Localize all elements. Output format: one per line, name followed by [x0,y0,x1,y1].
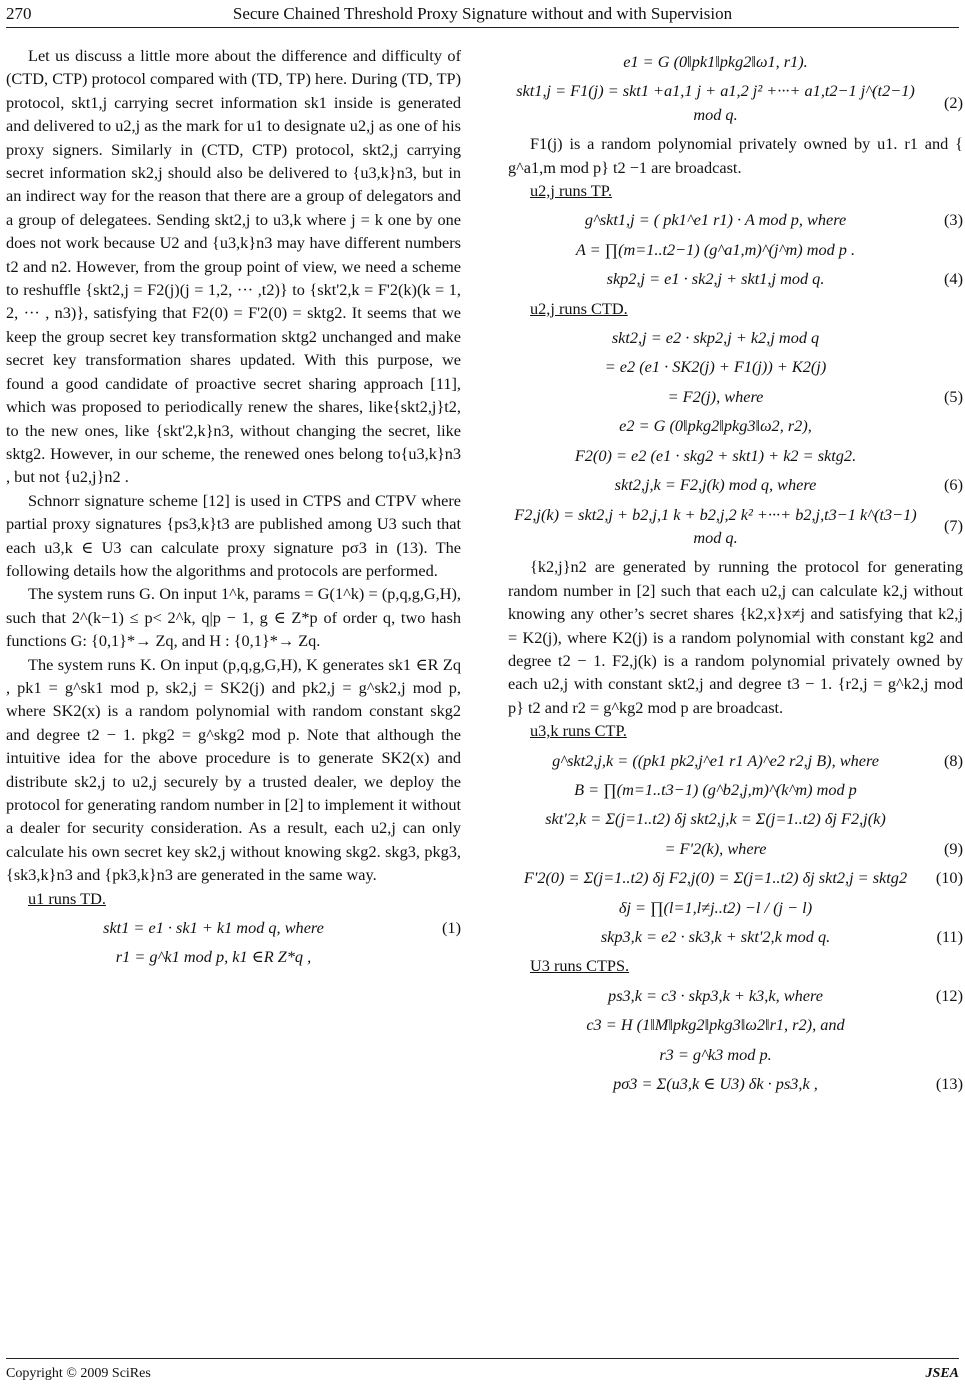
equation [508,238,963,261]
equation-body: A = ∏(m=1..t2−1) (g^a1,m)^(j^m) mod p . [575,239,856,259]
equation-body: skp2,j = e1 · sk2,j + skt1,j mod q. [606,269,825,289]
equation-body: F'2(0) = Σ(j=1..t2) δj F2,j(0) = Σ(j=1..t2) δj skt2,j = sktg2 [523,868,908,888]
equation-number: (4) [944,269,963,289]
equation [508,925,963,948]
equation-body: F2,j(k) = skt2,j + b2,j,1 k + b2,j,2 k² +···+ b2,j,t3−1 k^(t3−1) mod q. [514,504,917,547]
equation-body: skt2,j,k = F2,j(k) mod q, where [614,475,817,495]
equation-body: g^skt1,j = ( pk1^e1 r1) · A mod p, where [584,210,847,230]
algorithm-heading: u3,k runs CTP. [530,721,627,741]
left-column [6,44,461,975]
equation [508,807,963,830]
equation [508,1072,963,1095]
equation-body: e2 = G (0‖pkg2‖pkg3‖ω2, r2), [619,416,812,436]
paragraph: Schnorr signature scheme [12] is used in CTPS and CTPV where partial proxy signatures {ps3,k}t3 are published among U3 such that each u3,k ∈ U3 can calculate proxy signature pσ3 in (13). The following details how the algorithms and protocols are performed. [6,490,461,580]
equation-body: B = ∏(m=1..t3−1) (g^b2,j,m)^(k^m) mod p [574,779,857,799]
equation-number: (9) [944,838,963,858]
equation-body: skt1,j = F1(j) = skt1 +a1,1 j + a1,2 j² +···+ a1,t2−1 j^(t2−1) mod q. [516,81,915,124]
equation-number: (3) [944,210,963,230]
page-number: 270 [6,4,32,23]
equation [508,1013,963,1036]
equation [6,916,461,939]
equation-number: (5) [944,386,963,406]
paragraph: The system runs K. On input (p,q,g,G,H), K generates sk1 ∈R Zq , pk1 = g^sk1 mod p, sk2,j = SK2(j) and pk2,j = g^sk2,j mod p, where SK2(x) is a random polynomial with random constant skg2 and degree t2 − 1. pkg2 = g^skg2 mod p. Note that although the intuitive idea for the above procedure is to generate SK2(x) and distribute sk2,j to u2,j securely by a trusted dealer, we deploy the protocol for generating random number in [2] to implement it without a dealer for security consideration. As a result, each u2,j can only calculate his own secret key sk2,j without knowing skg2. skg3, pkg3, {sk3,k}n3 and {pk3,k}n3 are generated in the same way. [6,654,461,885]
equation-body: = F2(j), where [667,386,764,406]
journal-name: JSEA [925,1366,959,1381]
equation-body: r3 = g^k3 mod p. [659,1044,772,1064]
equation-number: (10) [935,868,963,888]
footer-rule [6,1358,959,1359]
page-header [0,0,965,30]
equation [508,473,963,496]
equation [508,984,963,1007]
equation [508,866,963,889]
algorithm-heading: u2,j runs CTD. [530,298,628,318]
equation [508,267,963,290]
right-column [508,44,963,1101]
equation-body: pσ3 = Σ(u3,k ∈ U3) δk · ps3,k , [613,1074,818,1094]
equation [508,385,963,408]
equation-body: skt1 = e1 · sk1 + k1 mod q, where [103,918,324,938]
equation [508,208,963,231]
header-rule [6,27,959,28]
equation [508,837,963,860]
equation-number: (13) [935,1074,963,1094]
equation-number: (11) [936,927,963,946]
equation-body: c3 = H (1‖M‖pkg2‖pkg3‖ω2‖r1, r2), and [586,1015,845,1035]
equation-number: (7) [944,516,963,536]
equation-body: = F'2(k), where [664,838,767,858]
equation-body: skt2,j = e2 · skp2,j + k2,j mod q [611,328,820,348]
equation [508,503,963,550]
equation-number: (12) [935,985,963,1005]
equation-number: (6) [944,475,963,495]
equation-body: skp3,k = e2 · sk3,k + skt'2,k mod q. [600,927,831,946]
equation [508,79,963,126]
algorithm-heading: u2,j runs TP. [530,181,613,201]
equation-body: e1 = G (0‖pk1‖pkg2‖ω1, r1). [623,52,808,71]
equation-body: skt'2,k = Σ(j=1..t2) δj skt2,j,k = Σ(j=1..t2) δj F2,j(k) [545,809,886,829]
equation [508,326,963,349]
paragraph: Let us discuss a little more about the difference and difficulty of (CTD, CTP) protocol compared with (TD, TP) here. During (TD, TP) protocol, skt1,j carrying secret information sk1 inside is generated and delivered to u2,j as the mark for u1 to designate u2,j as one of his proxy signers. Similarly in (CTD, CTP) protocol, skt2,j carrying secret information sk2,j should also be delivered to {u3,k}n3, but in an indirect way for the reason that there are a group of delegators and a group of delegatees. Sending skt2,j to u3,k where j = k one by one does not work because U2 and {u3,k}n3 may have different numbers t2 and n2. However, from the group point of view, we need a scheme to reshuffle {skt2,j = F2(j)(j = 1,2, ··· ,t2)} to {skt'2,k = F'2(k)(k = 1, 2, ··· , n3)}, satisfying that F2(0) = F'2(0) = sktg2. It seems that we keep the group secret key transformation sktg2 unchanged and make secret key transformation shares updated. With this purpose, we found a good candidate of proactive secret sharing approach [11], which was proposed to periodically renew the shares, like{skt2,j}t2, to the new ones, like {skt'2,k}n3, without changing the secret, like sktg2. However, in our scheme, the renewed ones belong to{u3,k}n3 , but not {u2,j}n2 . [6,46,461,487]
equation-body: F2(0) = e2 (e1 · skg2 + skt1) + k2 = sktg2. [574,445,857,465]
equation [508,414,963,437]
running-title: Secure Chained Threshold Proxy Signature without and with Supervision [232,4,733,23]
paragraph: {k2,j}n2 are generated by running the protocol for generating random number in [2] such that each u2,j can calculate k2,j without knowing any other’s secret shares {k2,x}x≠j and satisfying that k2,j = K2(j), where K2(j) is a random polynomial with constant kg2 and degree t2 − 1. F2,j(k) is a random polynomial privately owned by each u2,j with constant skt2,j and degree t3 − 1. {r2,j = g^k2,j mod p} t2 and r2 = g^kg2 mod p are broadcast. [508,557,963,717]
equation-number: (1) [442,918,461,938]
equation [6,945,461,968]
equation-body: g^skt2,j,k = ((pk1 pk2,j^e1 r1 A)^e2 r2,j B), where [552,750,879,770]
paragraph: F1(j) is a random polynomial privately owned by u1. r1 and { g^a1,m mod p} t2 −1 are broadcast. [508,134,963,177]
equation-number: (2) [944,93,963,113]
paragraph: The system runs G. On input 1^k, params = G(1^k) = (p,q,g,G,H), such that 2^(k−1) ≤ p< 2^k, q|p − 1, g ∈ Z*p of order q, two hash functions G: {0,1}*→ Zq, and H : {0,1}*→ Zq. [6,584,461,651]
equation [508,896,963,919]
copyright-notice: Copyright © 2009 SciRes [6,1366,151,1381]
equation [508,50,963,73]
equation [508,355,963,378]
equation-body: = e2 (e1 · SK2(j) + F1(j)) + K2(j) [604,357,827,377]
page-footer [0,1358,965,1386]
equation [508,444,963,467]
equation-body: r1 = g^k1 mod p, k1 ∈R Z*q , [115,947,312,967]
equation-body: δj = ∏(l=1,l≠j..t2) −l / (j − l) [618,897,813,917]
algorithm-heading: U3 runs CTPS. [530,956,630,976]
algorithm-heading: u1 runs TD. [28,888,106,908]
equation [508,749,963,772]
equation-number: (8) [944,750,963,770]
equation [508,778,963,801]
equation [508,1043,963,1066]
equation-body: ps3,k = c3 · skp3,k + k3,k, where [608,985,823,1005]
